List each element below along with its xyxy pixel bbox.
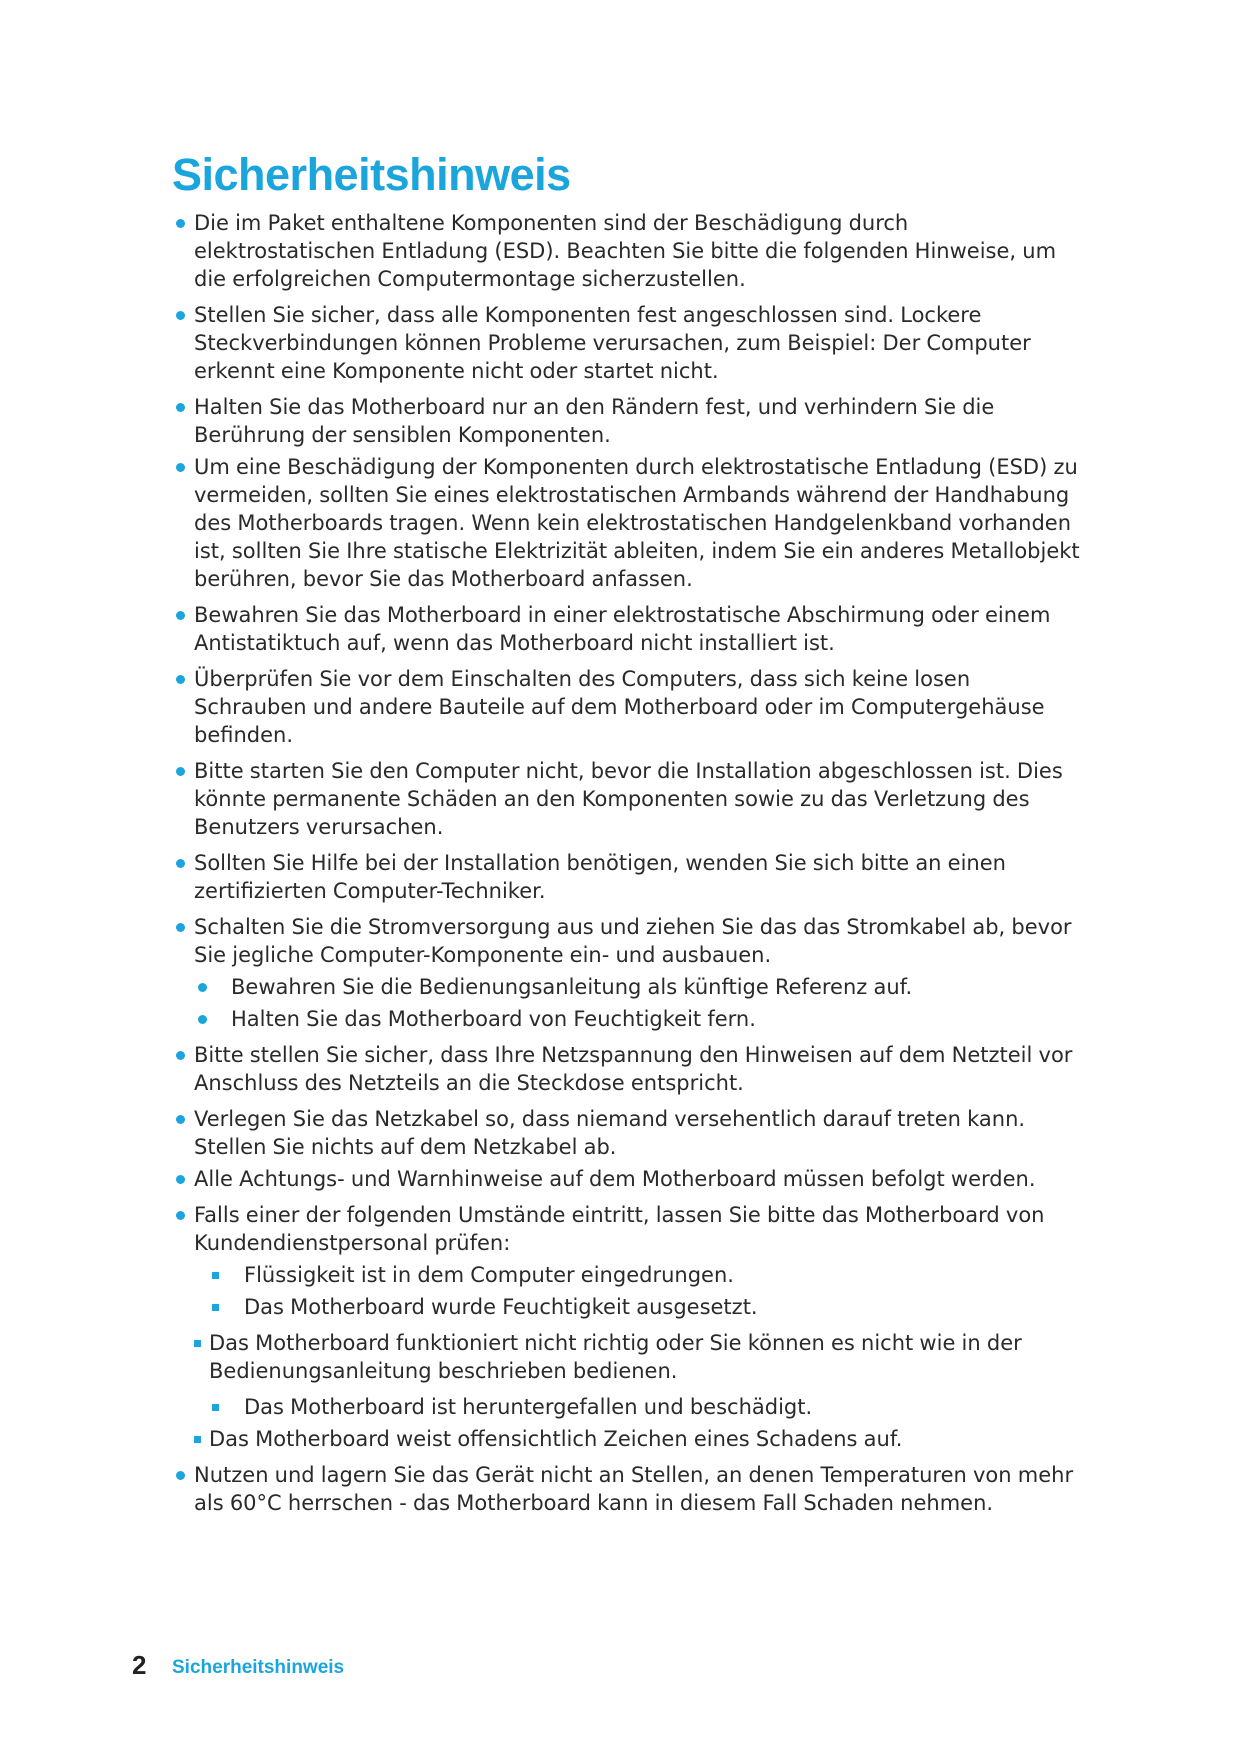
sub-list-item: Halten Sie das Motherboard von Feuchtigkeit fern. xyxy=(172,1005,1082,1033)
list-item: Nutzen und lagern Sie das Gerät nicht an Stellen, an denen Temperaturen von mehr als 60°C herrschen - das Motherboard kann in diesem Fall Schaden nehmen. xyxy=(172,1461,1082,1517)
list-item: Bitte stellen Sie sicher, dass Ihre Netzspannung den Hinweisen auf dem Netzteil vor Anschluss des Netzteils an die Steckdose entspricht. xyxy=(172,1041,1082,1097)
sub-list-item: Das Motherboard funktioniert nicht richtig oder Sie können es nicht wie in der Bedienungsanleitung beschrieben bedienen. xyxy=(172,1329,1082,1385)
list-item: Sollten Sie Hilfe bei der Installation benötigen, wenden Sie sich bitte an einen zertifizierten Computer-Techniker. xyxy=(172,849,1082,905)
list-item: Um eine Beschädigung der Komponenten durch elektrostatische Entladung (ESD) zu vermeiden, sollten Sie eines elektrostatischen Armbands während der Handhabung des Motherboards tragen. Wenn kein elektrostatischen Handgelenkband vorhanden ist, sollten Sie Ihre statische Elektrizität ableiten, indem Sie ein anderes Metallobjekt berühren, bevor Sie das Motherboard anfassen. xyxy=(172,453,1082,593)
list-item: Überprüfen Sie vor dem Einschalten des Computers, dass sich keine losen Schrauben und andere Bauteile auf dem Motherboard oder im Computergehäuse befinden. xyxy=(172,665,1082,749)
sub-list-item: Das Motherboard ist heruntergefallen und beschädigt. xyxy=(172,1393,1082,1421)
sub-list-item: Das Motherboard weist offensichtlich Zeichen eines Schadens auf. xyxy=(172,1425,1082,1453)
safety-list xyxy=(172,209,1082,1525)
list-item: Schalten Sie die Stromversorgung aus und ziehen Sie das das Stromkabel ab, bevor Sie jegliche Computer-Komponente ein- und ausbauen. xyxy=(172,913,1082,969)
list-item: Falls einer der folgenden Umstände eintritt, lassen Sie bitte das Motherboard von Kundendienstpersonal prüfen: xyxy=(172,1201,1082,1257)
list-item: Halten Sie das Motherboard nur an den Rändern fest, und verhindern Sie die Berührung der sensiblen Komponenten. xyxy=(172,393,1082,449)
list-item: Verlegen Sie das Netzkabel so, dass niemand versehentlich darauf treten kann. Stellen Sie nichts auf dem Netzkabel ab. xyxy=(172,1105,1082,1161)
sub-list-item: Das Motherboard wurde Feuchtigkeit ausgesetzt. xyxy=(172,1293,1082,1321)
list-item: Bewahren Sie das Motherboard in einer elektrostatische Abschirmung oder einem Antistatiktuch auf, wenn das Motherboard nicht installiert ist. xyxy=(172,601,1082,657)
sub-list-item: Flüssigkeit ist in dem Computer eingedrungen. xyxy=(172,1261,1082,1289)
page-title: Sicherheitshinweis xyxy=(172,149,571,200)
footer-section-title: Sicherheitshinweis xyxy=(172,1657,345,1678)
list-item: Bitte starten Sie den Computer nicht, bevor die Installation abgeschlossen ist. Dies könnte permanente Schäden an den Komponenten sowie zu das Verletzung des Benutzers verursachen. xyxy=(172,757,1082,841)
page-number: 2 xyxy=(132,1650,147,1680)
list-item: Die im Paket enthaltene Komponenten sind der Beschädigung durch elektrostatischen Entladung (ESD). Beachten Sie bitte die folgenden Hinweise, um die erfolgreichen Computermontage sicherzustellen. xyxy=(172,209,1082,293)
list-item: Alle Achtungs- und Warnhinweise auf dem Motherboard müssen befolgt werden. xyxy=(172,1165,1082,1193)
list-item: Stellen Sie sicher, dass alle Komponenten fest angeschlossen sind. Lockere Steckverbindungen können Probleme verursachen, zum Beispiel: Der Computer erkennt eine Komponente nicht oder startet nicht. xyxy=(172,301,1082,385)
sub-list-item: Bewahren Sie die Bedienungsanleitung als künftige Referenz auf. xyxy=(172,973,1082,1001)
